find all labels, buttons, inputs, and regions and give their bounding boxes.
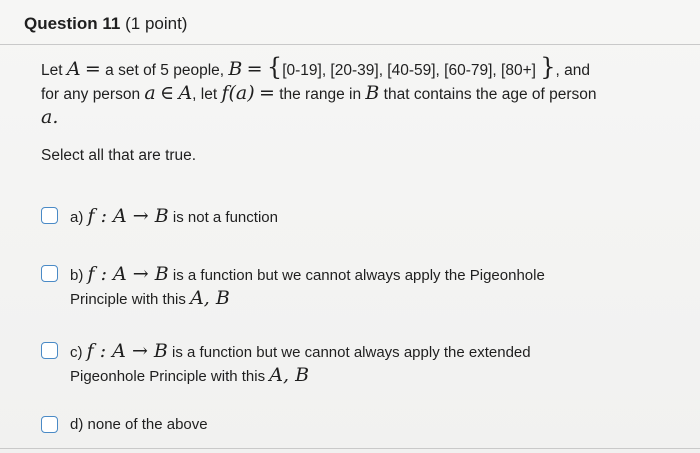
question-number: Question 11 (24, 14, 121, 33)
math-a: a (144, 82, 156, 104)
stem-contains: that contains the age of person (383, 86, 597, 103)
math-A: A (66, 58, 81, 80)
option-a-checkbox[interactable] (41, 207, 58, 224)
option-text: is a function but we cannot always apply the Pigeonhole (172, 267, 545, 284)
option-text-2: Principle with this (70, 291, 186, 308)
option-d-body (70, 414, 590, 436)
math-B: B (228, 58, 243, 80)
option-math: f : A → B (87, 205, 169, 227)
question-prompt: Select all that are true. (41, 147, 197, 164)
option-math-2: A, B (190, 287, 230, 309)
stem-set-desc: a set of 5 people, (105, 62, 225, 79)
stem-let-2: , let (192, 86, 218, 103)
option-b-body (70, 263, 590, 311)
math-fa: f(a) (221, 82, 255, 104)
option-a[interactable] (41, 205, 590, 229)
option-text: is a function but we cannot always apply the extended (172, 344, 531, 361)
option-letter: a) (70, 209, 84, 226)
option-math-2: A, B (269, 364, 310, 386)
option-b[interactable] (41, 263, 590, 311)
option-a-body (70, 205, 590, 229)
stem-for-any: for any person (41, 86, 141, 103)
option-d-checkbox[interactable] (41, 416, 58, 433)
option-d[interactable] (41, 414, 590, 436)
math-in: ∈ (160, 82, 175, 104)
stem-let: Let (41, 62, 63, 79)
option-text: none of the above (87, 416, 208, 433)
stem-range-text: the range in (279, 86, 362, 103)
bottom-divider (0, 448, 700, 449)
math-eq: = (84, 58, 101, 80)
option-text: is not a function (172, 209, 278, 226)
math-A-2: A (178, 82, 193, 104)
option-letter: c) (70, 344, 83, 361)
math-eq-3: = (258, 82, 275, 104)
math-eq-2: = (246, 58, 263, 80)
question-title (24, 14, 187, 34)
question-stem (41, 53, 661, 130)
option-c-body (70, 340, 590, 388)
option-text-2: Pigeonhole Principle with this (70, 368, 266, 385)
stem-ranges: [0-19], [20-39], [40-59], [60-79], [80+] (282, 62, 536, 79)
math-a-end: a. (41, 106, 59, 128)
option-letter: b) (70, 267, 84, 284)
stem-and: , and (555, 62, 591, 79)
option-c-checkbox[interactable] (41, 342, 58, 359)
math-lbrace: { (266, 53, 283, 81)
option-b-checkbox[interactable] (41, 265, 58, 282)
option-math: f : A → B (87, 263, 169, 285)
math-rbrace: } (540, 53, 556, 81)
option-letter: d) (70, 416, 84, 433)
question-points: (1 point) (125, 14, 188, 33)
option-math: f : A → B (86, 340, 168, 362)
option-c[interactable] (41, 340, 590, 388)
math-B-2: B (365, 82, 380, 104)
title-divider (0, 44, 700, 45)
